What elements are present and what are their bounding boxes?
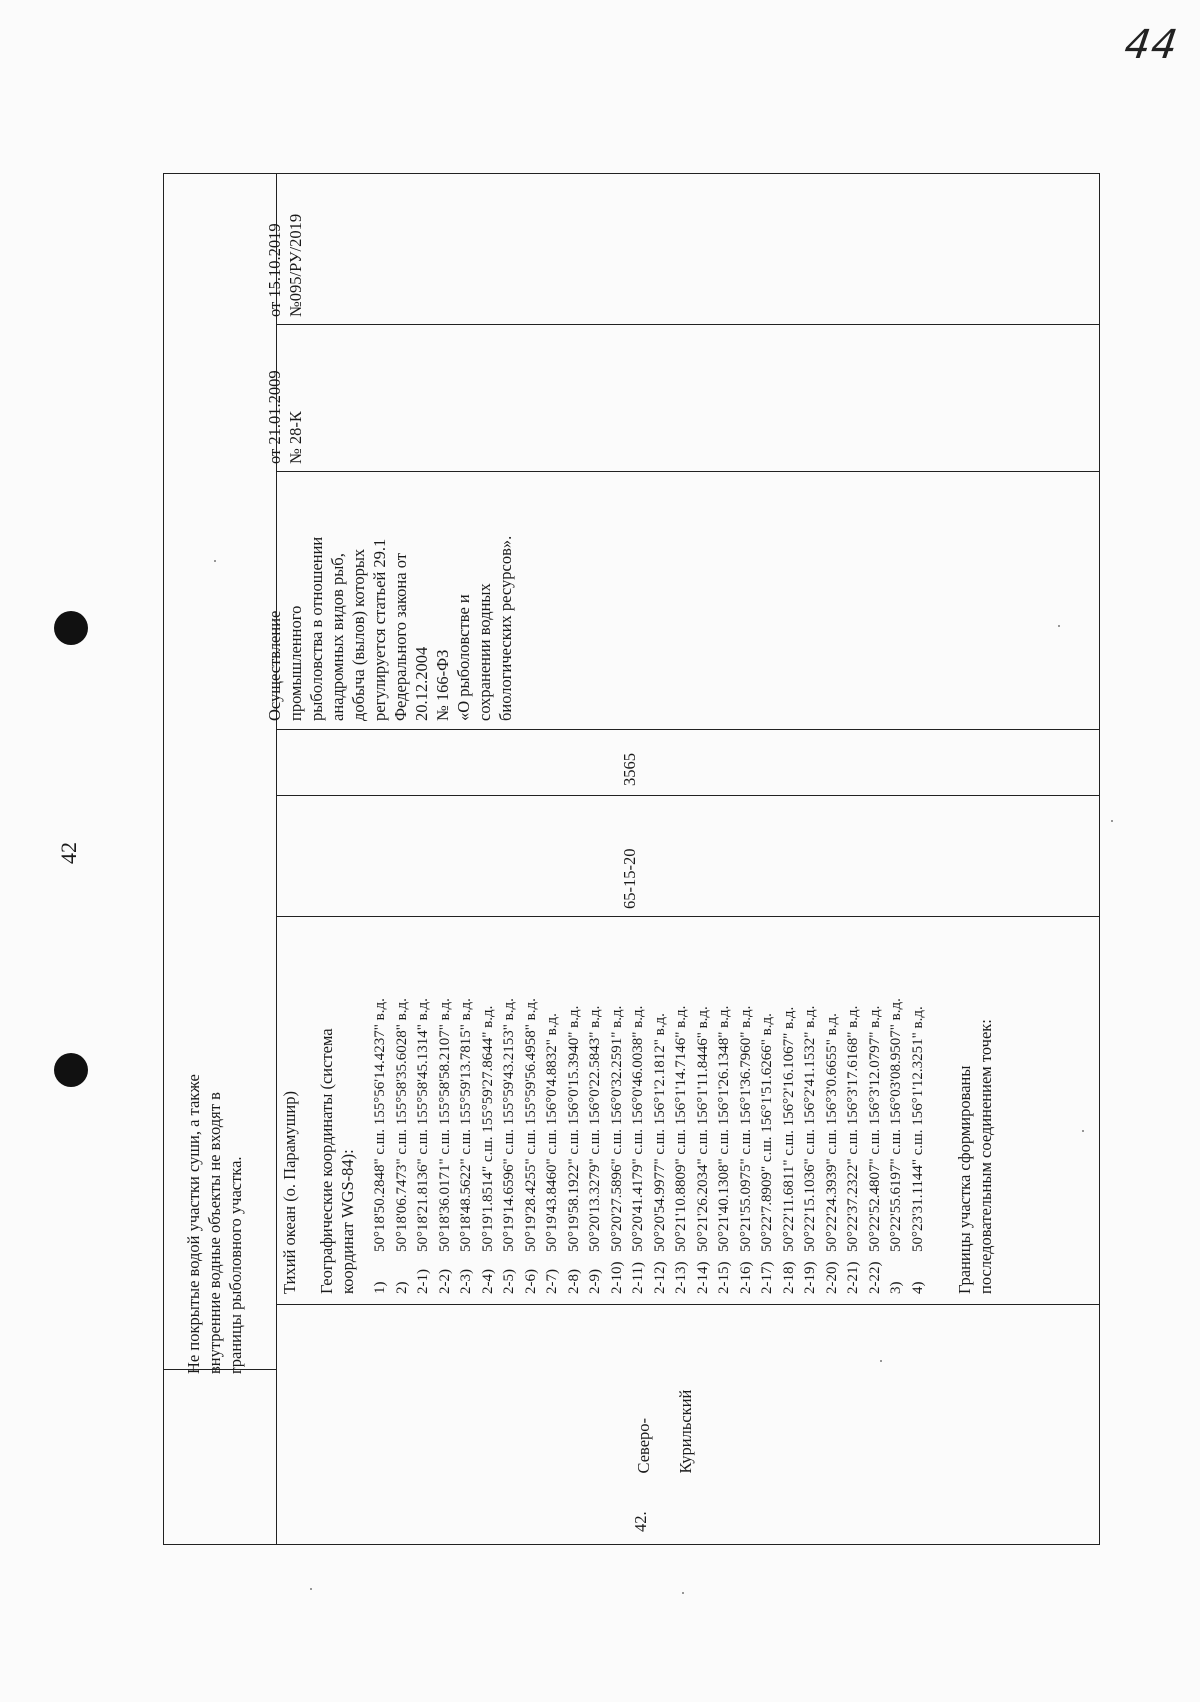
coordinate-longitude: 156°0'4.8832" в.д. [544, 1013, 560, 1126]
coordinate-label: 2-10) [608, 1261, 625, 1294]
scan-speck [1082, 1130, 1084, 1132]
coordinate-latitude: 50°22'11.6811" с.ш. [780, 1130, 797, 1252]
punch-hole-top [54, 611, 88, 645]
coordinate-latitude: 50°22'24.3939" с.ш. [823, 1128, 840, 1252]
row-rule [276, 916, 1099, 917]
coordinate-latitude: 50°20'13.3279" с.ш. [587, 1128, 603, 1252]
scan-speck [682, 1592, 684, 1594]
coordinate-latitude: 50°22'37.2322" с.ш. [845, 1128, 861, 1252]
coordinate-longitude: 156°0'32.2591" в.д. [608, 1005, 625, 1126]
decision-text: от 21.01.2009 № 28-К [265, 370, 305, 464]
coordinate-row [628, 998, 650, 1294]
coordinate-longitude: 156°2'41.1532" в.д. [802, 1005, 818, 1126]
coordinate-longitude: 156°1'2.1812" в.д. [651, 1013, 668, 1126]
coordinate-longitude: 156°1'12.3251" в.д. [909, 1006, 926, 1126]
coordinate-label: 2-4) [479, 1269, 496, 1294]
coordinate-label: 3) [888, 1281, 904, 1294]
coordinate-longitude: 156°1'14.7146" в.д. [673, 1005, 689, 1126]
coordinate-label: 2-6) [522, 1269, 539, 1294]
coordinate-label: 2-13) [673, 1261, 689, 1294]
coordinate-latitude: 50°18'21.8136" с.ш. [415, 1128, 431, 1252]
coordinate-row [564, 998, 586, 1294]
coordinate-row [779, 998, 801, 1294]
coordinate-latitude: 50°23'31.1144" с.ш. [909, 1129, 926, 1252]
coordinate-longitude: 156°3'0.6655" в.д. [823, 1013, 840, 1126]
scan-speck [214, 560, 216, 562]
coordinate-longitude: 156°1'51.6266" в.д. [759, 1013, 775, 1133]
coordinate-label: 2-3) [458, 1269, 474, 1294]
coordinate-label: 2-11) [630, 1262, 646, 1294]
coordinate-row [886, 998, 908, 1294]
coordinate-latitude: 50°20'54.9977" с.ш. [651, 1128, 668, 1252]
coordinate-longitude: 156°2'16.1067" в.д. [780, 1006, 797, 1127]
row-rule [276, 729, 1099, 730]
coordinate-row [499, 998, 521, 1294]
coordinate-label: 2-17) [759, 1261, 775, 1294]
coordinate-latitude: 50°19'58.1922" с.ш. [565, 1128, 582, 1252]
coordinate-latitude: 50°21'26.2034" с.ш. [694, 1128, 711, 1252]
coordinate-row [585, 998, 607, 1294]
row-rule [276, 795, 1099, 796]
coordinate-label: 2-14) [694, 1261, 711, 1294]
agreement-text: от 15.10.2019 №095/РУ/2019 [265, 213, 305, 317]
coordinate-label: 2-18) [780, 1261, 797, 1294]
coordinate-label: 2-16) [737, 1261, 754, 1294]
coordinate-row [714, 998, 736, 1294]
coordinate-row [456, 998, 478, 1294]
coordinate-label: 4) [909, 1281, 926, 1294]
coordinate-latitude: 50°19'1.8514" с.ш. [479, 1136, 496, 1252]
coordinate-row [413, 998, 435, 1294]
coordinate-latitude: 50°21'55.0975" с.ш. [737, 1128, 754, 1252]
punch-hole-bottom [54, 1053, 88, 1087]
coordinate-row [800, 998, 822, 1294]
coordinate-latitude: 50°20'27.5896" с.ш. [608, 1128, 625, 1252]
coordinate-latitude: 50°18'50.2848" с.ш. [372, 1128, 388, 1252]
row-number: 42. [631, 1511, 650, 1532]
coordinate-latitude: 50°19'28.4255" с.ш. [522, 1128, 539, 1252]
coordinate-label: 1) [372, 1281, 388, 1294]
coordinate-label: 2-5) [501, 1269, 517, 1294]
coordinates-list [370, 998, 929, 1294]
district-name [612, 1390, 717, 1490]
coordinate-latitude: 50°18'06.7473" с.ш. [393, 1128, 410, 1252]
handwritten-page-number: 44 [1121, 22, 1182, 68]
coordinate-row [478, 998, 500, 1294]
coordinate-latitude: 50°21'40.1308" с.ш. [716, 1128, 732, 1252]
boundary-note: Границы участка сформированы последовательным соединением точек: [955, 1019, 995, 1294]
coordinate-latitude: 50°20'41.4179" с.ш. [630, 1128, 646, 1252]
coordinate-row [865, 998, 887, 1294]
coordinate-longitude: 155°59'43.2153" в.д. [501, 998, 517, 1126]
purpose-text: Осуществление промышленного рыболовства в отношении анадромных видов рыб, добыча (вылов) которых регулируется статьей 29.1 Федерального закона от 20.12.2004 № 166-ФЗ «О рыболовстве и сохранении водных биологических ресурсов». [265, 535, 515, 721]
coordinate-latitude: 50°18'48.5622" с.ш. [458, 1128, 474, 1252]
coordinate-label: 2-21) [845, 1261, 861, 1294]
coordinate-longitude: 155°58'58.2107" в.д. [436, 998, 453, 1126]
coordinate-longitude: 156°03'08.9507" в.д. [888, 998, 904, 1126]
printed-page-number: 42 [56, 842, 81, 864]
coordinate-row [908, 998, 930, 1294]
coordinate-longitude: 156°0'22.5843" в.д. [587, 1005, 603, 1126]
area-value: 3565 [620, 753, 639, 786]
coordinate-longitude: 156°0'15.3940" в.д. [565, 1005, 582, 1126]
district-name-line-1: Северо- [634, 1417, 653, 1474]
coordinate-longitude: 156°3'12.0797" в.д. [866, 1005, 883, 1126]
coordinate-label: 2-19) [802, 1261, 818, 1294]
coordinate-longitude: 155°58'45.1314" в.д. [415, 998, 431, 1126]
scan-speck [1111, 820, 1113, 822]
coordinate-label: 2-15) [716, 1261, 732, 1294]
coordinate-label: 2-7) [544, 1269, 560, 1294]
coordinate-row [607, 998, 629, 1294]
row-rule [276, 471, 1099, 472]
row-rule [276, 1304, 1099, 1305]
coordinate-longitude: 156°0'46.0038" в.д. [630, 1005, 646, 1126]
coordinate-label: 2) [393, 1281, 410, 1294]
coordinate-row [757, 998, 779, 1294]
coordinate-label: 2-12) [651, 1261, 668, 1294]
coordinate-row [736, 998, 758, 1294]
intro-text: Не покрытые водой участки суши, а также внутренние водные объекты не входят в границы рыболовного участка. [184, 1074, 245, 1374]
scan-speck [1058, 625, 1060, 627]
coordinate-latitude: 50°18'36.0171" с.ш. [436, 1128, 453, 1252]
points-reference: 65-15-20 [620, 848, 639, 909]
scan-speck [880, 1360, 882, 1362]
coordinate-row [521, 998, 543, 1294]
coordinate-label: 2-8) [565, 1269, 582, 1294]
coordinate-latitude: 50°22'7.8909" с.ш. [759, 1136, 775, 1252]
coordinate-row [671, 998, 693, 1294]
coordinate-row [650, 998, 672, 1294]
coordinate-longitude: 156°1'36.7960" в.д. [737, 1005, 754, 1126]
coordinate-label: 2-9) [587, 1269, 603, 1294]
coordinate-longitude: 156°3'17.6168" в.д. [845, 1005, 861, 1126]
coordinate-label: 2-20) [823, 1261, 840, 1294]
coordinate-latitude: 50°22'52.4807" с.ш. [866, 1128, 883, 1252]
coordinate-row [542, 998, 564, 1294]
coordinate-longitude: 155°59'56.4958" в.д. [522, 998, 539, 1126]
coords-heading: Географические координаты (система координат WGS-84): [317, 1028, 357, 1294]
coordinate-longitude: 155°59'13.7815" в.д. [458, 998, 474, 1126]
register-table [163, 173, 1100, 1545]
location: Тихий океан (о. Парамушир) [280, 1091, 299, 1294]
coordinate-row [392, 998, 414, 1294]
coordinate-latitude: 50°19'14.6596" с.ш. [501, 1128, 517, 1252]
coordinate-latitude: 50°19'43.8460" с.ш. [544, 1128, 560, 1252]
coordinate-row [435, 998, 457, 1294]
coordinate-latitude: 50°21'10.8809" с.ш. [673, 1128, 689, 1252]
coordinate-longitude: 155°56'14.4237" в.д. [372, 998, 388, 1126]
coordinate-latitude: 50°22'15.1036" с.ш. [802, 1128, 818, 1252]
coordinate-longitude: 156°1'26.1348" в.д. [716, 1005, 732, 1126]
row-rule [276, 324, 1099, 325]
coordinate-label: 2-2) [436, 1269, 453, 1294]
district-name-line-2: Курильский [676, 1389, 695, 1474]
coordinate-row [370, 998, 392, 1294]
coordinate-longitude: 155°58'35.6028" в.д. [393, 998, 410, 1126]
coordinate-longitude: 156°1'11.8446" в.д. [694, 1006, 711, 1126]
coordinate-row [822, 998, 844, 1294]
coordinate-row [693, 998, 715, 1294]
coordinate-label: 2-22) [866, 1261, 883, 1294]
coordinate-label: 2-1) [415, 1269, 431, 1294]
scan-speck [310, 1588, 312, 1590]
coordinate-row [843, 998, 865, 1294]
coordinate-latitude: 50°22'55.6197" с.ш. [888, 1128, 904, 1252]
coordinate-longitude: 155°59'27.8644" в.д. [479, 1005, 496, 1133]
